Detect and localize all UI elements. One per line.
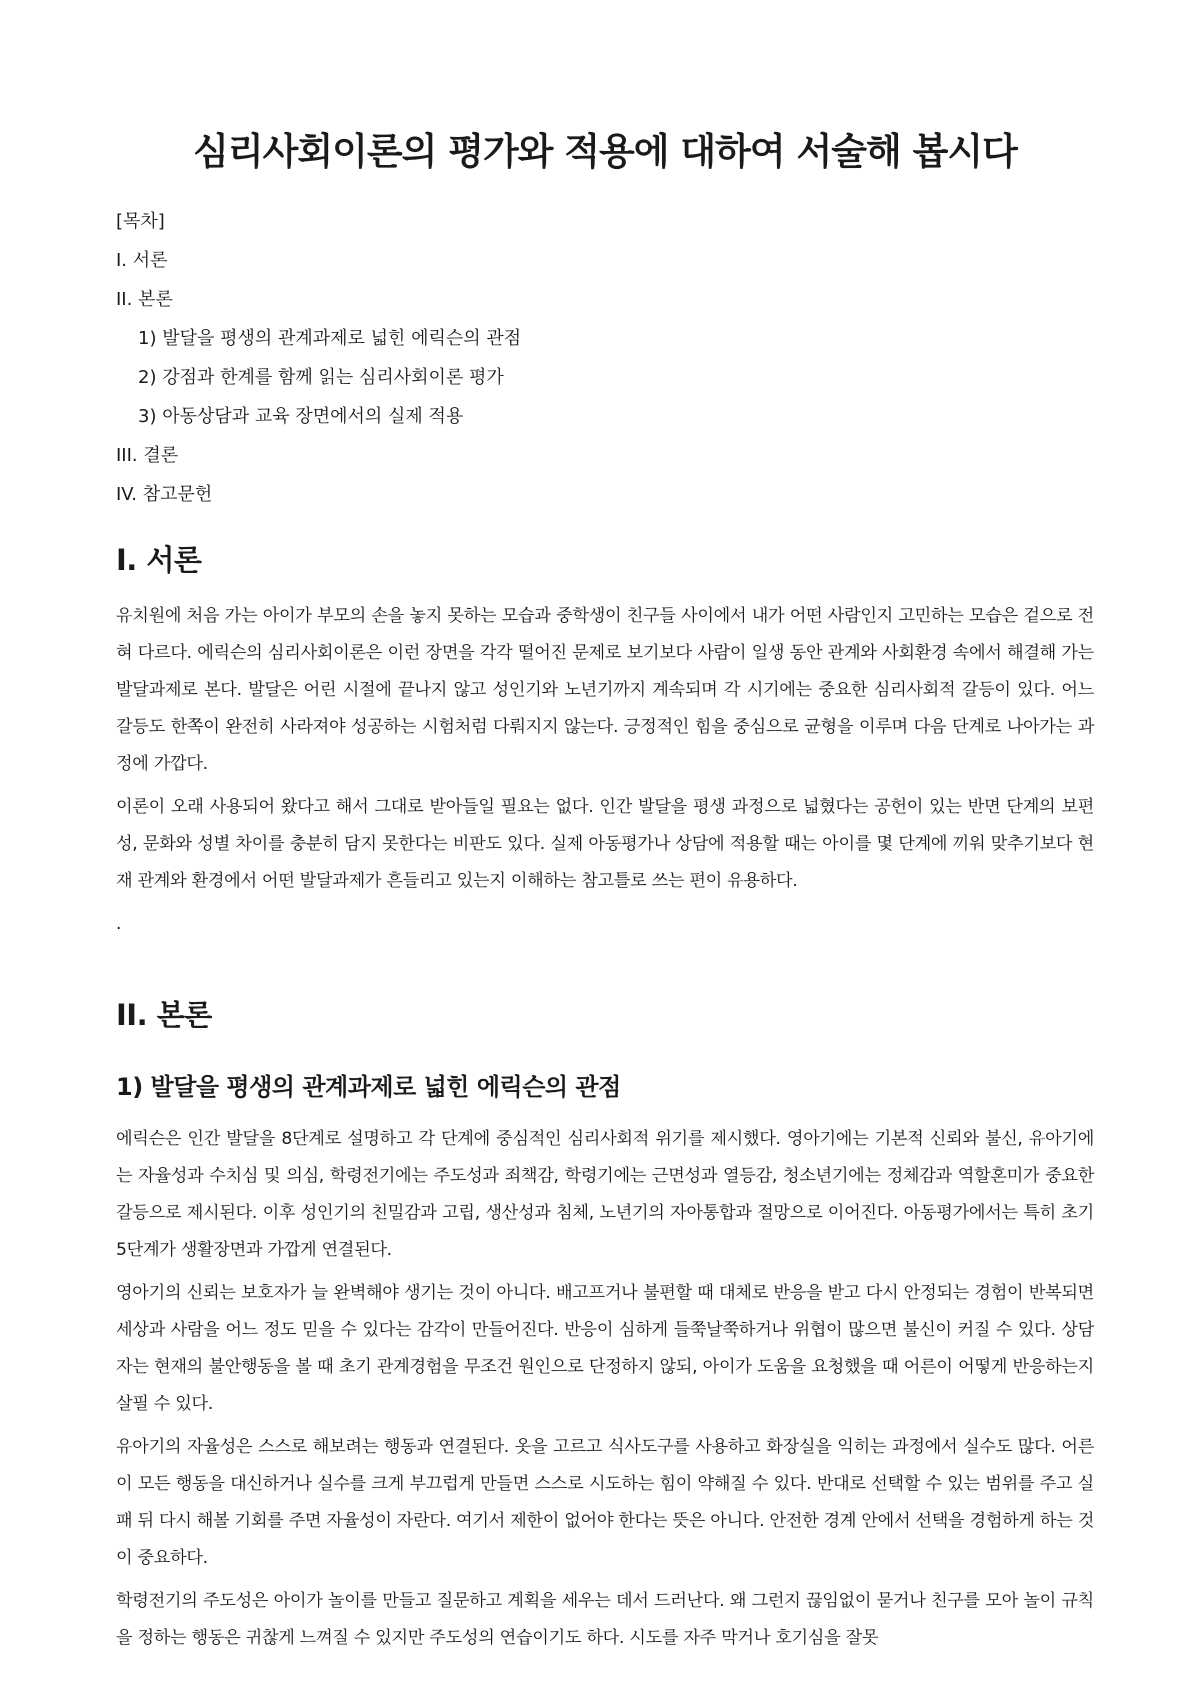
intro-paragraph-1: 유치원에 처음 가는 아이가 부모의 손을 놓지 못하는 모습과 중학생이 친구들 사이에서 내가 어떤 사람인지 고민하는 모습은 겉으로 전혀 다르다. 에릭슨의 심리사회이론은 이런 장면을 각각 떨어진 문제로 보기보다 사람이 일생 동안 관계와 사회환경 속에서 해결해 가는 발달과제로 본다. 발달은 어린 시절에 끝나지 않고 성인기와 노년기까지 계속되며 각 시기에는 중요한 심리사회적 갈등이 있다. 어느 갈등도 한쪽이 완전히 사라져야 성공하는 시험처럼 다뤄지지 않는다. 긍정적인 힘을 중심으로 균형을 이루며 다음 단계로 나아가는 과정에 가깝다. xyxy=(116,606,1094,774)
table-of-contents xyxy=(116,202,1094,514)
document-title: 심리사회이론의 평가와 적용에 대하여 서술해 봅시다 xyxy=(193,130,1017,173)
toc-item-body: II. 본론 xyxy=(116,289,173,310)
section-heading-body: II. 본론 xyxy=(116,998,212,1032)
body-paragraph-4: 학령전기의 주도성은 아이가 놀이를 만들고 질문하고 계획을 세우는 데서 드러난다. 왜 그런지 끊임없이 묻거나 친구를 모아 놀이 규칙을 정하는 행동은 귀찮게 느껴질 수 있지만 주도성의 연습이기도 하다. 시도를 자주 막거나 호기심을 잘못 xyxy=(116,1591,1094,1648)
intro-trailing-mark: . xyxy=(116,914,122,934)
toc-item-conclusion: III. 결론 xyxy=(116,445,179,466)
toc-item-body-1: 1) 발달을 평생의 관계과제로 넓힌 에릭슨의 관점 xyxy=(138,328,522,349)
toc-item-intro: I. 서론 xyxy=(116,250,168,271)
body-paragraph-1: 에릭슨은 인간 발달을 8단계로 설명하고 각 단계에 중심적인 심리사회적 위기를 제시했다. 영아기에는 기본적 신뢰와 불신, 유아기에는 자율성과 수치심 및 의심, 학령전기에는 주도성과 죄책감, 학령기에는 근면성과 열등감, 청소년기에는 정체감과 역할혼미가 중요한 갈등으로 제시된다. 이후 성인기의 친밀감과 고립, 생산성과 침체, 노년기의 자아통합과 절망으로 이어진다. 아동평가에서는 특히 초기 5단계가 생활장면과 가깝게 연결된다. xyxy=(116,1129,1094,1260)
section-heading-intro: I. 서론 xyxy=(116,543,202,577)
toc-item-body-3: 3) 아동상담과 교육 장면에서의 실제 적용 xyxy=(138,406,464,427)
intro-paragraph-2: 이론이 오래 사용되어 왔다고 해서 그대로 받아들일 필요는 없다. 인간 발달을 평생 과정으로 넓혔다는 공헌이 있는 반면 단계의 보편성, 문화와 성별 차이를 충분히 담지 못한다는 비판도 있다. 실제 아동평가나 상담에 적용할 때는 아이를 몇 단계에 끼워 맞추기보다 현재 관계와 환경에서 어떤 발달과제가 흔들리고 있는지 이해하는 참고틀로 쓰는 편이 유용하다. xyxy=(116,797,1094,891)
body-paragraph-2: 영아기의 신뢰는 보호자가 늘 완벽해야 생기는 것이 아니다. 배고프거나 불편할 때 대체로 반응을 받고 다시 안정되는 경험이 반복되면 세상과 사람을 어느 정도 믿을 수 있다는 감각이 만들어진다. 반응이 심하게 들쭉날쭉하거나 위협이 많으면 불신이 커질 수 있다. 상담자는 현재의 불안행동을 볼 때 초기 관계경험을 무조건 원인으로 단정하지 않되, 아이가 도움을 요청했을 때 어른이 어떻게 반응하는지 살필 수 있다. xyxy=(116,1283,1094,1414)
toc-item-references: IV. 참고문헌 xyxy=(116,484,213,505)
subsection-heading-1: 1) 발달을 평생의 관계과제로 넓힌 에릭슨의 관점 xyxy=(116,1073,621,1101)
toc-item-body-2: 2) 강점과 한계를 함께 읽는 심리사회이론 평가 xyxy=(138,367,504,388)
toc-heading: [목차] xyxy=(116,211,165,232)
body-paragraph-3: 유아기의 자율성은 스스로 해보려는 행동과 연결된다. 옷을 고르고 식사도구를 사용하고 화장실을 익히는 과정에서 실수도 많다. 어른이 모든 행동을 대신하거나 실수를 크게 부끄럽게 만들면 스스로 시도하는 힘이 약해질 수 있다. 반대로 선택할 수 있는 범위를 주고 실패 뒤 다시 해볼 기회를 주면 자율성이 자란다. 여기서 제한이 없어야 한다는 뜻은 아니다. 안전한 경계 안에서 선택을 경험하게 하는 것이 중요하다. xyxy=(116,1437,1094,1568)
